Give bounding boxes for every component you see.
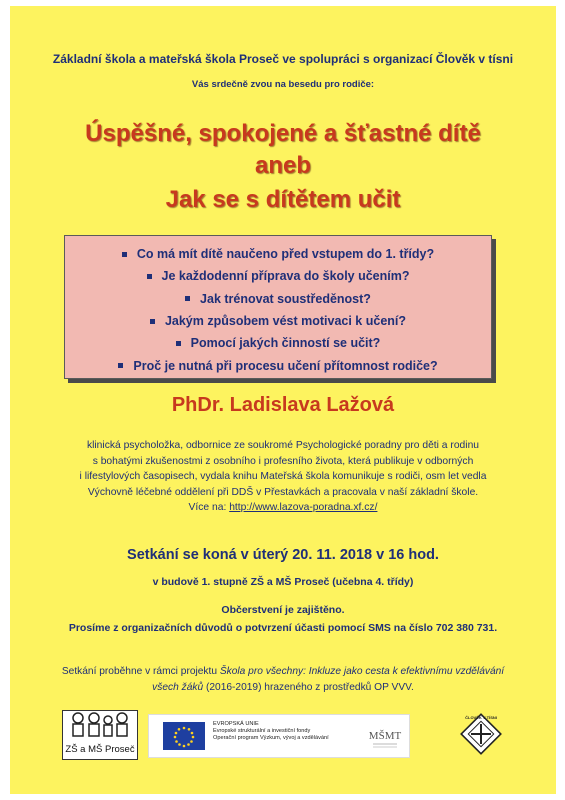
speaker-name: PhDr. Ladislava Lažová — [171, 394, 395, 416]
speaker-bio — [10, 438, 556, 516]
list-item: Co má mít dítě naučeno před vstupem do 1. třídy? — [65, 243, 491, 265]
website-link[interactable]: http://www.lazova-poradna.xf.cz/ — [229, 502, 378, 513]
organizer-line: Základní škola a mateřská škola Proseč ve spolupráci s organizací Člověk v tísni — [52, 52, 514, 66]
list-item: Proč je nutná při procesu učení přítomnost rodiče? — [65, 354, 491, 376]
project-name: Škola pro všechny: Inkluze jako cesta k efektivnímu vzdělávání — [219, 666, 505, 677]
bullet-icon — [185, 296, 190, 301]
poster — [10, 6, 556, 794]
eu-flag-icon — [163, 722, 205, 750]
bullet-icon — [176, 341, 181, 346]
more-info-label: Více na: — [188, 502, 227, 513]
invite-line: Vás srdečně zvou na besedu pro rodiče: — [191, 79, 375, 90]
school-logo-label: ZŠ a MŠ Proseč — [65, 744, 135, 755]
logo-strip — [10, 706, 556, 776]
list-item: Jak trénovat soustředěnost? — [65, 288, 491, 310]
more-info-line — [10, 500, 556, 516]
eu-logo — [148, 714, 410, 758]
list-item: Je každodenní příprava do školy učením? — [65, 265, 491, 287]
title-line-1: Úspěšné, spokojené a šťastné dítě — [85, 120, 481, 147]
bullet-icon — [118, 363, 123, 368]
msmt-logo — [367, 719, 403, 753]
svg-text:ČLOVĚK V TÍSNI: ČLOVĚK V TÍSNI — [465, 715, 497, 720]
eu-text: EVROPSKÁ UNIE Evropské strukturální a investiční fondy Operační program Výzkum, vývoj a vzdělávání — [213, 721, 329, 742]
clovek-v-tisni-logo — [457, 710, 505, 758]
meeting-date: Setkání se koná v úterý 20. 11. 2018 v 16 hod. — [127, 547, 439, 563]
bullet-icon — [122, 252, 127, 257]
bio-line: klinická psycholožka, odbornice ze soukromé Psychologické poradny pro děti a rodinu — [86, 440, 480, 451]
svg-text:MŠMT: MŠMT — [368, 730, 402, 742]
questions-box — [64, 235, 492, 379]
title-line-3: Jak se s dítětem učit — [165, 186, 401, 213]
bio-line: s bohatými zkušenostmi z osobního i profesního života, která publikuje v odborných — [92, 455, 474, 467]
bio-line: i lifestylových časopisech, vydala knihu Mateřská škola komunikuje s rodiči, osm let vedla — [79, 471, 487, 482]
meeting-place: v budově 1. stupně ZŠ a MŠ Proseč (učebna 4. třídy) — [152, 576, 414, 588]
questions-list — [65, 236, 491, 377]
bullet-icon — [147, 274, 152, 279]
bullet-icon — [150, 319, 155, 324]
project-note — [10, 664, 556, 696]
project-funding: (2016-2019) hrazeného z prostředků OP VVV. — [203, 682, 414, 693]
list-item: Pomocí jakých činností se učit? — [65, 332, 491, 354]
project-name-end: všech žáků — [152, 682, 204, 693]
refreshment-note: Občerstvení je zajištěno. — [221, 604, 345, 616]
bio-line: Výchovně léčebné oddělení při DDŠ v Přestavkách a pracovala v naší základní škole. — [87, 486, 479, 498]
school-logo — [62, 710, 138, 760]
title-line-2: aneb — [254, 152, 311, 179]
confirmation-note: Prosíme z organizačních důvodů o potvrzení účasti pomocí SMS na číslo 702 380 731. — [68, 622, 498, 634]
children-icon — [64, 711, 136, 739]
list-item: Jakým způsobem vést motivaci k učení? — [65, 310, 491, 332]
project-prefix: Setkání proběhne v rámci projektu — [61, 666, 220, 677]
